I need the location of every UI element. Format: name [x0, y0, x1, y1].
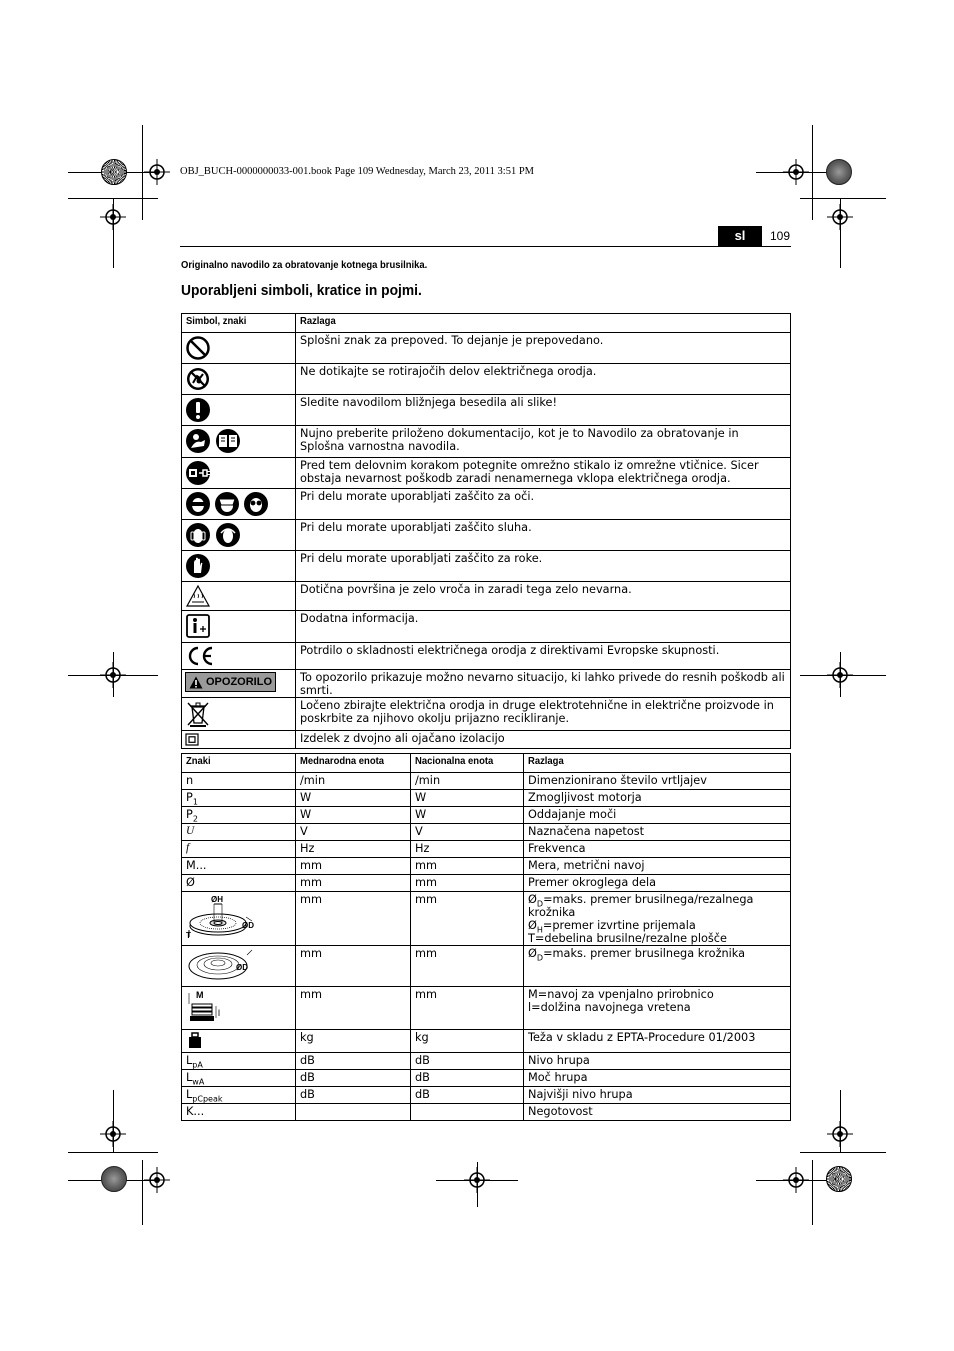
- description-line: $Ø_H=premer$ izvrtine prijemala: [528, 919, 696, 935]
- icon-label: T: [186, 931, 191, 939]
- description-cell: Zmogljivost motorja: [524, 790, 791, 807]
- exclamation-icon: [185, 397, 211, 423]
- symbol-cell: [182, 333, 296, 364]
- table-row: [182, 1087, 791, 1104]
- national-unit-cell: mm: [411, 875, 524, 892]
- column-header: Razlaga: [524, 754, 791, 773]
- table-row: [182, 1104, 791, 1121]
- description-cell: [524, 892, 791, 946]
- table-row: [182, 946, 791, 987]
- read-manual-icon: [185, 428, 241, 454]
- description-cell: Splošni znak za prepoved. To dejanje je prepovedano.: [296, 333, 791, 364]
- table-row: [182, 1053, 791, 1070]
- symbol-cell: f: [182, 841, 296, 858]
- national-unit-cell: dB: [411, 1087, 524, 1104]
- description-cell: Izdelek z dvojno ali ojačano izolacijo: [296, 731, 791, 749]
- page-number: 109: [770, 229, 791, 243]
- international-unit-cell: /min: [296, 773, 411, 790]
- table-row: [182, 364, 791, 395]
- description-cell: Pred tem delovnim korakom potegnite omrežno stikalo iz omrežne vtičnice. Sicer obstaja nevarnost poškodb zaradi nenamernega vklopa električnega orodja.: [296, 458, 791, 489]
- description-cell: Pri delu morate uporabljati zaščito za roke.: [296, 551, 791, 582]
- description-line: M=navoj za vpenjalno prirobnico: [528, 988, 714, 1001]
- symbol-cell: [182, 670, 296, 698]
- description-cell: To opozorilo prikazuje možno nevarno situacijo, ki lahko privede do resnih poškodb ali smrti.: [296, 670, 791, 698]
- national-unit-cell: W: [411, 790, 524, 807]
- table-row: [182, 858, 791, 875]
- description-line: l=dolžina navojnega vretena: [528, 1001, 691, 1014]
- description-cell: Moč hrupa: [524, 1070, 791, 1087]
- symbol-cell: [182, 892, 296, 946]
- table-row: [182, 987, 791, 1030]
- table-row: [182, 790, 791, 807]
- table-row: [182, 643, 791, 670]
- international-unit-cell: kg: [296, 1030, 411, 1053]
- international-unit-cell: Hz: [296, 841, 411, 858]
- registration-disc-icon: [826, 159, 852, 185]
- international-unit-cell: W: [296, 807, 411, 824]
- description-cell: Premer okroglega dela: [524, 875, 791, 892]
- column-header: Simbol, znaki: [182, 314, 296, 333]
- table-row: [182, 892, 791, 946]
- description-line: $Ø_D=maks$. premer brusilnega/rezalnega krožnika: [528, 893, 754, 919]
- national-unit-cell: mm: [411, 892, 524, 946]
- international-unit-cell: mm: [296, 875, 411, 892]
- symbol-cell: [182, 946, 296, 987]
- warning-badge-label: OPOZORILO: [206, 675, 272, 688]
- hot-surface-icon: [185, 584, 211, 608]
- table-row: [182, 773, 791, 790]
- header-rule: [180, 246, 791, 247]
- print-metadata: OBJ_BUCH-0000000033-001.book Page 109 Wednesday, March 23, 2011 3:51 PM: [180, 166, 534, 177]
- symbol-cell: M...: [182, 858, 296, 875]
- language-badge: sl: [718, 226, 762, 246]
- description-cell: Pri delu morate uporabljati zaščito sluha.: [296, 520, 791, 551]
- table-row: [182, 489, 791, 520]
- eye-protection-icon: [185, 491, 269, 517]
- table-row: [182, 395, 791, 426]
- table-row: [182, 807, 791, 824]
- international-unit-cell: mm: [296, 892, 411, 946]
- symbol-cell: $L_{pA}$: [182, 1053, 296, 1070]
- double-insulation-icon: [185, 733, 199, 746]
- symbol-cell: [182, 643, 296, 670]
- symbol-cell: [182, 395, 296, 426]
- icon-label: ØD: [236, 963, 248, 972]
- national-unit-cell: Hz: [411, 841, 524, 858]
- description-cell: Ločeno zbirajte električna orodja in druge elektrotehnične in električne proizvode in poskrbite za njihovo okolju prijazno recikliranje.: [296, 698, 791, 731]
- hand-protection-icon: [185, 553, 211, 579]
- icon-label: M: [196, 990, 204, 1000]
- ear-protection-icon: [185, 522, 241, 548]
- crosshair-icon: [464, 1167, 490, 1193]
- national-unit-cell: mm: [411, 987, 524, 1030]
- crosshair-icon: [100, 662, 126, 688]
- symbol-cell: [182, 520, 296, 551]
- symbol-cell: [182, 426, 296, 458]
- national-unit-cell: kg: [411, 1030, 524, 1053]
- national-unit-cell: mm: [411, 858, 524, 875]
- table-row: [182, 582, 791, 611]
- table-header-row: [182, 314, 791, 333]
- crosshair-icon: [100, 1121, 126, 1147]
- table-row: [182, 731, 791, 749]
- table-row: [182, 698, 791, 731]
- description-cell: Teža v skladu z EPTA-Procedure 01/2003: [524, 1030, 791, 1053]
- table-row: [182, 841, 791, 858]
- icon-label: l: [218, 1008, 220, 1018]
- crosshair-icon: [144, 159, 170, 185]
- spindle-thread-icon: [186, 988, 226, 1024]
- national-unit-cell: /min: [411, 773, 524, 790]
- international-unit-cell: dB: [296, 1053, 411, 1070]
- crosshair-icon: [144, 1167, 170, 1193]
- units-table: [181, 753, 791, 1121]
- warning-triangle-icon: [189, 676, 203, 689]
- info-icon: [185, 613, 211, 639]
- international-unit-cell: dB: [296, 1070, 411, 1087]
- table-row: [182, 670, 791, 698]
- symbol-cell: [182, 611, 296, 643]
- table-row: [182, 333, 791, 364]
- section-title: Uporabljeni simboli, kratice in pojmi.: [181, 282, 422, 299]
- description-cell: Potrdilo o skladnosti električnega orodja z direktivami Evropske skupnosti.: [296, 643, 791, 670]
- symbol-cell: n: [182, 773, 296, 790]
- description-cell: Ne dotikajte se rotirajočih delov električnega orodja.: [296, 364, 791, 395]
- grinding-disc-dimensions-icon: [186, 893, 262, 939]
- symbol-cell: U: [182, 824, 296, 841]
- prohibition-icon: [185, 335, 211, 361]
- symbol-cell: $P_2$: [182, 807, 296, 824]
- crosshair-icon: [827, 204, 853, 230]
- international-unit-cell: dB: [296, 1087, 411, 1104]
- icon-label: ØH: [211, 895, 223, 904]
- symbol-cell: [182, 1030, 296, 1053]
- document-subtitle: Originalno navodilo za obratovanje kotnega brusilnika.: [181, 259, 428, 271]
- description-cell: Pri delu morate uporabljati zaščito za oči.: [296, 489, 791, 520]
- description-cell: Dotična površina je zelo vroča in zaradi tega zelo nevarna.: [296, 582, 791, 611]
- column-header: Znaki: [182, 754, 296, 773]
- crosshair-icon: [783, 1167, 809, 1193]
- registration-disc-icon: [826, 1166, 852, 1192]
- table-row: [182, 458, 791, 489]
- description-cell: Negotovost: [524, 1104, 791, 1121]
- description-cell: Naznačena napetost: [524, 824, 791, 841]
- description-cell: Najvišji nivo hrupa: [524, 1087, 791, 1104]
- symbol-cell: [182, 698, 296, 731]
- international-unit-cell: W: [296, 790, 411, 807]
- description-line: $Ø_D=maks$. premer brusilnega krožnika: [528, 947, 746, 963]
- symbol-cell: [182, 731, 296, 749]
- national-unit-cell: V: [411, 824, 524, 841]
- national-unit-cell: dB: [411, 1070, 524, 1087]
- national-unit-cell: mm: [411, 946, 524, 987]
- description-cell: Nivo hrupa: [524, 1053, 791, 1070]
- description-cell: Mera, metrični navoj: [524, 858, 791, 875]
- national-unit-cell: [411, 1104, 524, 1121]
- symbol-cell: $L_{pCpeak}$: [182, 1087, 296, 1104]
- registration-disc-icon: [101, 159, 127, 185]
- registration-disc-icon: [101, 1166, 127, 1192]
- crosshair-icon: [100, 204, 126, 230]
- table-row: [182, 611, 791, 643]
- table-row: [182, 875, 791, 892]
- weee-bin-icon: [185, 700, 211, 728]
- table-row: [182, 520, 791, 551]
- unplug-icon: [185, 460, 211, 486]
- symbol-cell: [182, 987, 296, 1030]
- description-cell: Sledite navodilom bližnjega besedila ali slike!: [296, 395, 791, 426]
- table-row: [182, 1030, 791, 1053]
- description-cell: Nujno preberite priloženo dokumentacijo, kot je to Navodilo za obratovanje in Splošna varnostna navodila.: [296, 426, 791, 458]
- weight-icon: [186, 1031, 204, 1049]
- international-unit-cell: mm: [296, 987, 411, 1030]
- warning-badge: [185, 672, 276, 692]
- crosshair-icon: [827, 662, 853, 688]
- international-unit-cell: mm: [296, 858, 411, 875]
- description-cell: Oddajanje moči: [524, 807, 791, 824]
- table-row: [182, 426, 791, 458]
- description-cell: [524, 946, 791, 987]
- icon-label: ØD: [242, 921, 254, 930]
- crosshair-icon: [783, 159, 809, 185]
- symbol-cell: $L_{wA}$: [182, 1070, 296, 1087]
- table-row: [182, 824, 791, 841]
- description-cell: Dodatna informacija.: [296, 611, 791, 643]
- symbol-cell: $P_1$: [182, 790, 296, 807]
- table-header-row: [182, 754, 791, 773]
- description-cell: Dimenzionirano število vrtljajev: [524, 773, 791, 790]
- international-unit-cell: [296, 1104, 411, 1121]
- no-touch-rotating-icon: [185, 366, 211, 392]
- symbol-cell: [182, 489, 296, 520]
- symbol-cell: [182, 364, 296, 395]
- column-header: Razlaga: [296, 314, 791, 333]
- symbol-cell: [182, 458, 296, 489]
- national-unit-cell: W: [411, 807, 524, 824]
- international-unit-cell: V: [296, 824, 411, 841]
- symbol-cell: K...: [182, 1104, 296, 1121]
- description-cell: Frekvenca: [524, 841, 791, 858]
- table-row: [182, 551, 791, 582]
- description-cell: [524, 987, 791, 1030]
- symbol-cell: Ø: [182, 875, 296, 892]
- table-row: [182, 1070, 791, 1087]
- symbol-cell: [182, 582, 296, 611]
- national-unit-cell: dB: [411, 1053, 524, 1070]
- description-line: T=debelina brusilne/rezalne plošče: [528, 932, 727, 945]
- column-header: Nacionalna enota: [411, 754, 524, 773]
- column-header: Mednarodna enota: [296, 754, 411, 773]
- symbol-cell: [182, 551, 296, 582]
- symbols-table: [181, 313, 791, 749]
- international-unit-cell: mm: [296, 946, 411, 987]
- crosshair-icon: [827, 1121, 853, 1147]
- grinding-disc-diameter-icon: [186, 947, 262, 983]
- ce-mark-icon: [185, 645, 215, 667]
